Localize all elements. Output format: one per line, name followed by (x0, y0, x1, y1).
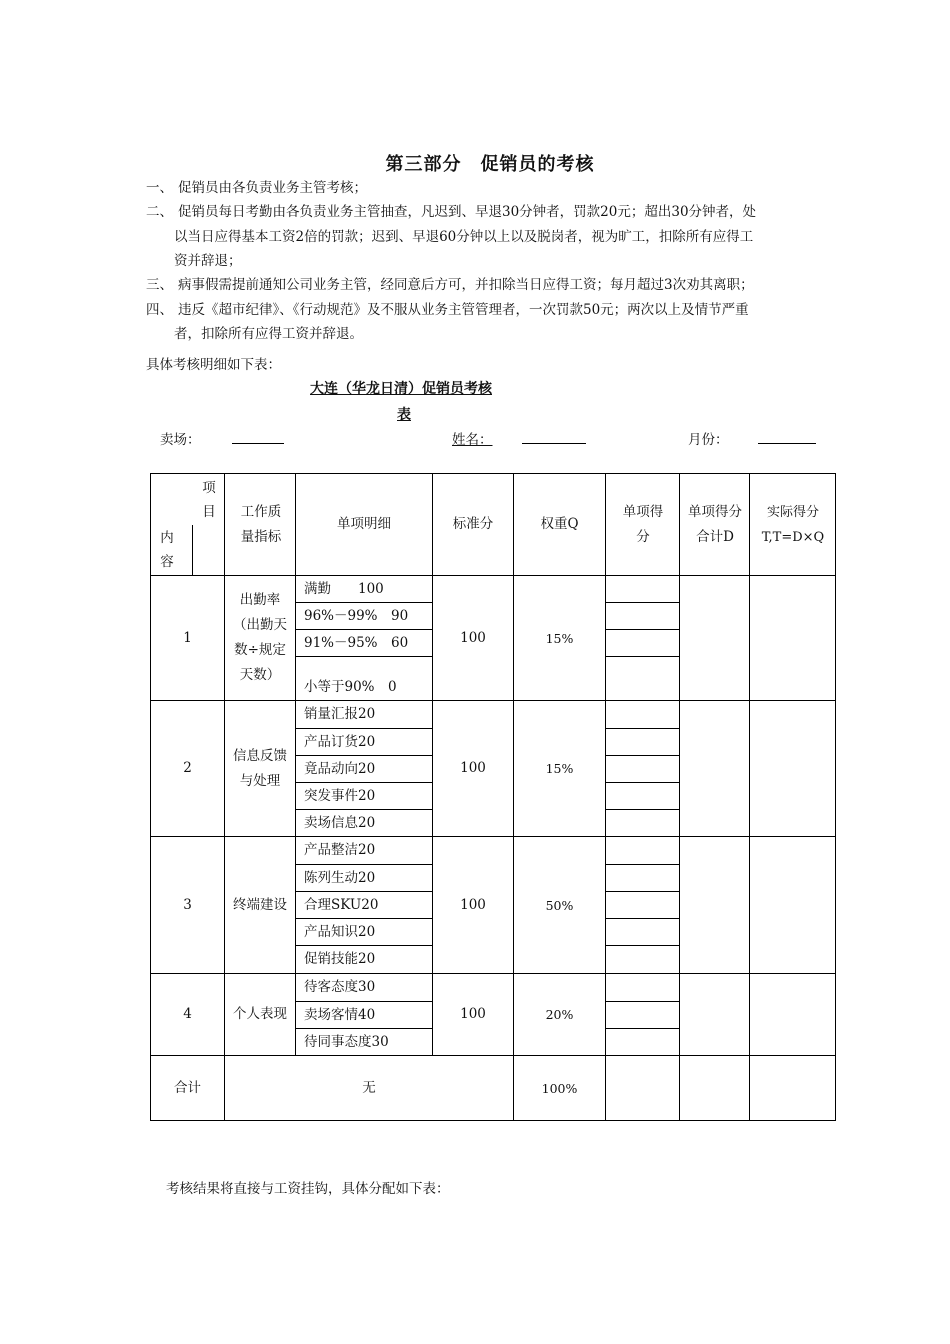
row-detail: 销量汇报20 (304, 706, 376, 722)
row-standard: 100 (460, 1006, 486, 1022)
row-detail: 合理SKU20 (304, 896, 379, 913)
header-content-bottom: 容 (160, 553, 174, 570)
sub-line (605, 602, 679, 603)
row-quality: 出勤率（出勤天数÷规定天数） (233, 592, 287, 683)
rule-number: 二、 (146, 204, 173, 220)
header-single-score: 单项得分 (622, 503, 664, 545)
intro-text: 具体考核明细如下表： (146, 357, 281, 373)
table-border-bottom (150, 1120, 836, 1121)
row-detail: 待客态度30 (304, 979, 376, 995)
header-quality: 工作质量指标 (240, 503, 282, 545)
total-weight: 100% (541, 1080, 578, 1096)
col-line (679, 473, 680, 1120)
row-detail: 待同事态度30 (304, 1033, 389, 1050)
rule-text: 促销员每日考勤由各负责业务主管抽查，凡迟到、早退30分钟者，罚款20元；超出30分钟者，处 (178, 204, 757, 220)
row-detail: 91%－95% 60 (304, 634, 409, 651)
row-detail: 产品知识20 (304, 923, 376, 940)
rule-2-cont2: 资并辞退； (174, 253, 242, 269)
row-number: 1 (183, 629, 192, 646)
row-detail: 满勤 100 (304, 580, 384, 597)
rule-3 (146, 273, 810, 297)
table-border-right (835, 473, 836, 1121)
row-detail: 96%－99% 90 (304, 607, 409, 624)
name-field[interactable] (522, 428, 586, 444)
total-label: 合计 (174, 1079, 201, 1096)
month-field[interactable] (758, 428, 816, 444)
rule-4-cont: 者，扣除所有应得工资并辞退。 (174, 326, 363, 342)
sub-line (295, 656, 432, 657)
row-standard: 100 (460, 896, 486, 913)
sub-line (605, 656, 679, 657)
header-detail: 单项明细 (337, 516, 391, 532)
sub-line (605, 782, 679, 783)
header-item-top: 项 (202, 479, 216, 496)
rule-text: 促销员由各负责业务主管考核； (178, 180, 367, 196)
row-detail: 促销技能20 (304, 951, 376, 967)
row-detail: 卖场客情40 (304, 1006, 376, 1023)
row-quality: 终端建设 (233, 896, 287, 913)
row-number: 3 (183, 896, 192, 913)
header-weight: 权重Q (540, 516, 579, 532)
store-label: 卖场： (160, 432, 201, 448)
row-detail: 突发事件20 (304, 787, 376, 804)
row-number: 2 (183, 760, 192, 776)
row-detail: 小等于90% 0 (304, 678, 397, 695)
rule-4 (146, 298, 810, 322)
col-line (749, 473, 750, 1120)
row-detail: 产品整洁20 (304, 842, 376, 858)
sub-line (605, 891, 679, 892)
sub-line (605, 1001, 679, 1002)
sub-line (605, 728, 679, 729)
row-quality: 信息反馈与处理 (233, 747, 287, 789)
header-standard: 标准分 (452, 516, 494, 532)
rule-2-cont: 以当日应得基本工资2倍的罚款；迟到、早退60分钟以上以及脱岗者，视为旷工，扣除所有应得工 (174, 229, 754, 245)
rule-number: 一、 (146, 180, 173, 196)
col-line (605, 473, 606, 1120)
rule-text: 病事假需提前通知公司业务主管，经同意后方可，并扣除当日应得工资；每月超过3次劝其离职； (178, 277, 754, 293)
page-title: 第三部分 促销员的考核 (385, 154, 595, 175)
sub-line (605, 755, 679, 756)
sub-line (605, 809, 679, 810)
header-inner-line (192, 525, 193, 575)
table-title: 大连（华龙日清）促销员考核 (310, 381, 492, 397)
month-label: 月份： (688, 432, 729, 448)
row-standard: 100 (460, 760, 486, 776)
row-detail: 竟品动向20 (304, 760, 376, 777)
row-quality: 个人表现 (233, 1006, 287, 1022)
store-field[interactable] (232, 428, 284, 444)
rule-text: 违反《超市纪律》、《行动规范》及不服从业务主管管理者，一次罚款50元；两次以上及情节严重 (178, 302, 749, 318)
rule-2 (146, 200, 810, 224)
sub-line (605, 918, 679, 919)
rule-number: 四、 (146, 302, 173, 318)
row-detail: 产品订货20 (304, 733, 376, 750)
sub-line (605, 945, 679, 946)
bottom-note: 考核结果将直接与工资挂钩，具体分配如下表： (166, 1181, 450, 1197)
row-weight: 15% (545, 630, 574, 646)
row-detail: 卖场信息20 (304, 814, 376, 831)
row-weight: 15% (545, 761, 574, 776)
header-actual: 实际得分T,T=D×Q (761, 504, 825, 545)
rule-number: 三、 (146, 277, 173, 293)
row-detail: 陈列生动20 (304, 869, 376, 886)
sub-line (605, 1028, 679, 1029)
header-content-top: 内 (160, 529, 174, 546)
table-title-cont: 表 (397, 407, 411, 423)
header-item-mid: 目 (202, 503, 216, 520)
header-subtotal: 单项得分合计D (688, 503, 742, 545)
rule-1 (146, 176, 810, 200)
total-none: 无 (362, 1079, 376, 1096)
sub-line (605, 864, 679, 865)
row-number: 4 (183, 1006, 192, 1022)
row-weight: 20% (545, 1007, 574, 1022)
col-line (224, 473, 225, 1120)
row-weight: 50% (545, 897, 574, 913)
sub-line (605, 629, 679, 630)
name-label: 姓名： (452, 432, 493, 448)
row-standard: 100 (460, 629, 486, 646)
